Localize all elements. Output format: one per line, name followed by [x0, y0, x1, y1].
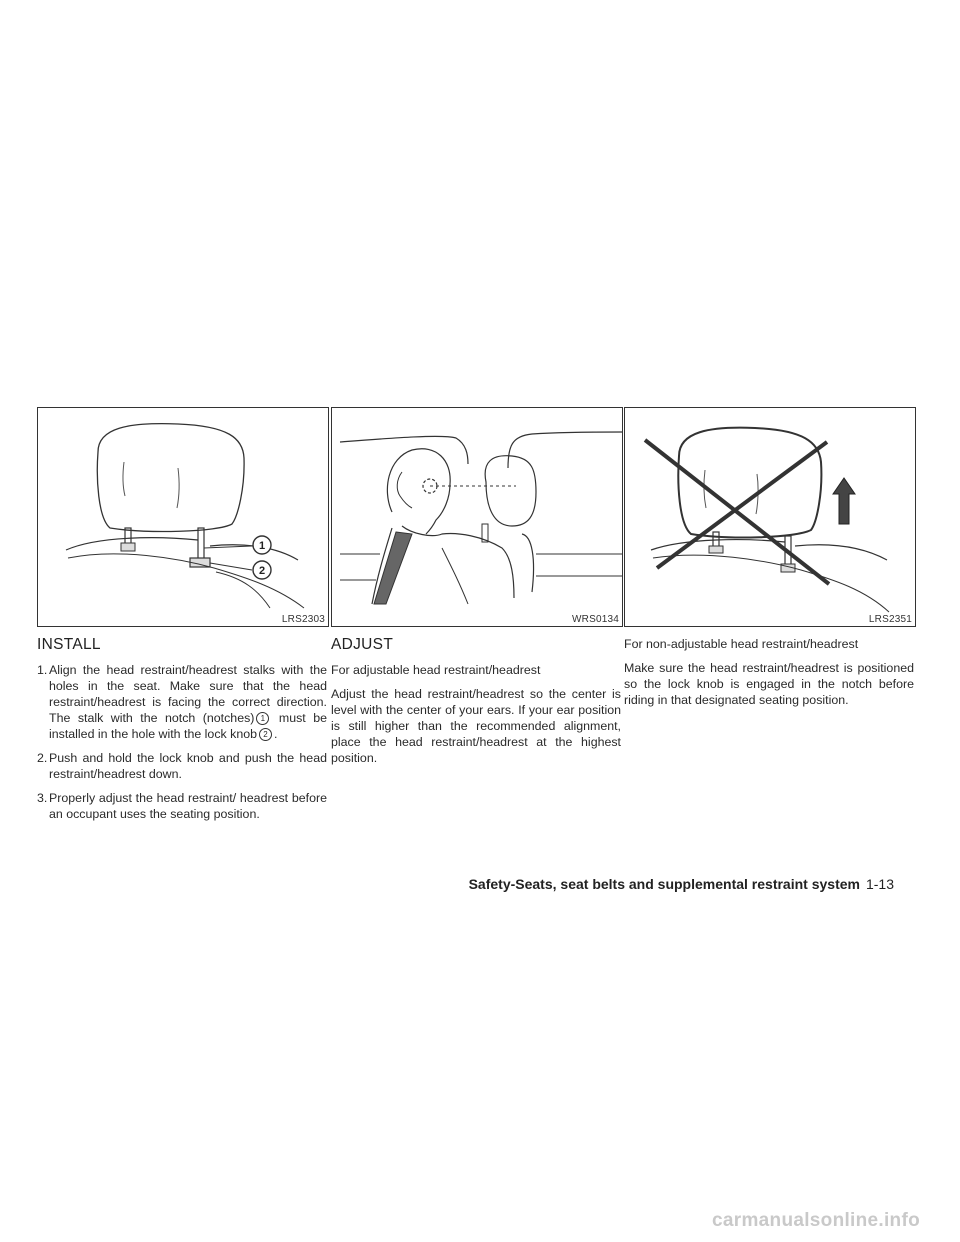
figure-code: WRS0134	[572, 614, 619, 625]
callout-1-icon: 1	[256, 712, 269, 725]
callout-2: 2	[258, 565, 266, 577]
step-text: must be installed in the hole with the lock knob	[49, 711, 327, 741]
callout-1: 1	[258, 540, 266, 552]
nonadjustable-subheading: For non-adjustable head restraint/headrest	[624, 637, 859, 651]
adjust-subheading: For adjustable head restraint/headrest	[331, 663, 541, 677]
step-text: Align the head restraint/headrest stalks with the holes in the seat. Make sure that the head restraint/headrest is facing the correct direction. The stalk with the notch (notches)	[49, 663, 327, 725]
adjust-section	[331, 636, 621, 774]
figure-code: LRS2351	[868, 614, 912, 625]
step-number: 2.	[37, 751, 48, 765]
install-step-1	[37, 662, 327, 742]
adjust-illustration	[332, 408, 623, 627]
adjust-body: Adjust the head restraint/headrest so the center is level with the center of your ears. If your ear position is still higher than the recommended alignment, place the head restraint/headrest at the highest position.	[331, 687, 621, 765]
install-illustration	[38, 408, 329, 627]
callout-2-icon: 2	[259, 728, 272, 741]
section-title: Safety-Seats, seat belts and supplemental restraint system	[468, 876, 860, 892]
nonadjustable-section	[624, 636, 914, 716]
figure-incorrect	[624, 407, 916, 627]
install-steps	[37, 662, 327, 822]
install-step-2	[37, 750, 327, 782]
figure-adjust	[331, 407, 623, 627]
step-number: 3.	[37, 791, 48, 805]
step-text: Push and hold the lock knob and push the head restraint/headrest down.	[49, 751, 327, 781]
step-number: 1.	[37, 663, 48, 677]
page-footer	[469, 876, 894, 892]
page-number: 1-13	[865, 876, 894, 892]
figure-install	[37, 407, 329, 627]
watermark: carmanualsonline.info	[712, 1210, 920, 1231]
install-step-3	[37, 790, 327, 822]
install-section	[37, 636, 327, 830]
step-text: .	[274, 727, 278, 741]
figure-code: LRS2303	[281, 614, 325, 625]
adjust-heading: ADJUST	[331, 636, 394, 653]
incorrect-illustration	[625, 408, 916, 627]
install-heading: INSTALL	[37, 636, 101, 653]
nonadjustable-body: Make sure the head restraint/headrest is positioned so the lock knob is engaged in the notch before riding in that designated seating position.	[624, 661, 914, 707]
step-text: Properly adjust the head restraint/ headrest before an occupant uses the seating position.	[49, 791, 327, 821]
